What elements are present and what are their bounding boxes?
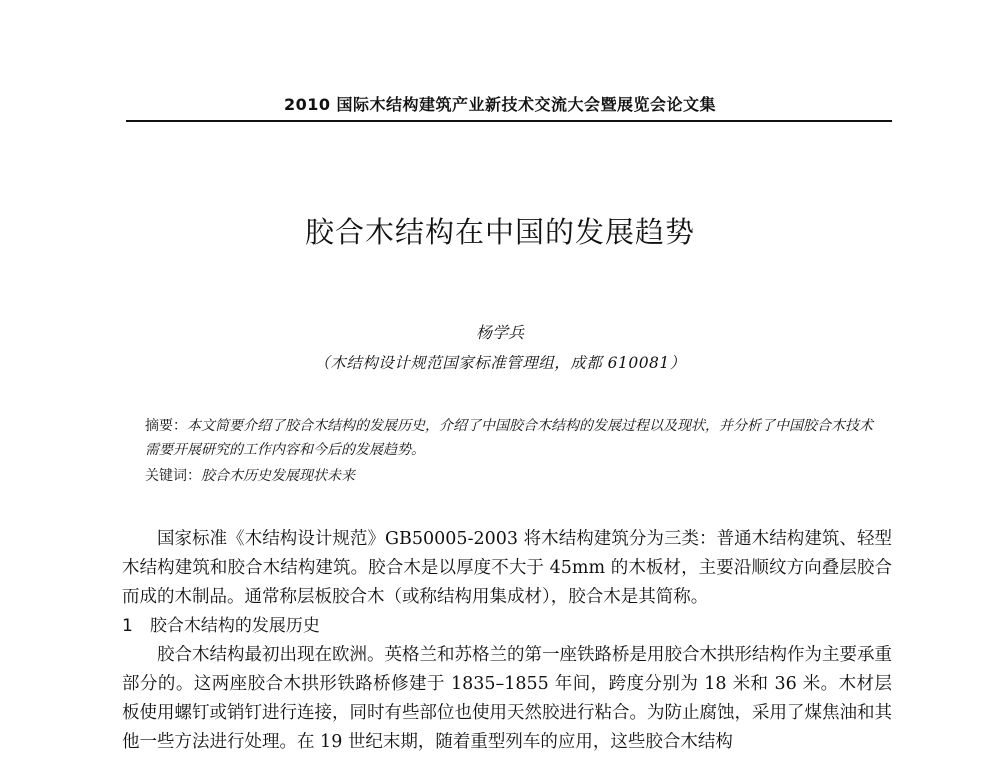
author-affiliation: （木结构设计规范国家标准管理组，成都 610081） (314, 354, 686, 372)
abstract-text: 本文简要介绍了胶合木结构的发展历史，介绍了中国胶合木结构的发展过程以及现状，并分析了中国胶合木技术需要开展研究的工作内容和今后的发展趋势。 (145, 418, 873, 458)
author-name: 杨学兵 (475, 323, 524, 342)
running-header: 2010 国际木结构建筑产业新技术交流大会暨展览会论文集 (283, 95, 717, 114)
abstract (145, 414, 875, 462)
keywords (145, 464, 875, 488)
body-text (122, 525, 892, 757)
paper-title: 胶合木结构在中国的发展趋势 (304, 215, 695, 249)
keywords-text: 胶合木历史发展现状未来 (201, 468, 355, 484)
header-rule (126, 120, 892, 122)
intro-paragraph: 国家标准《木结构设计规范》GB50005-2003 将木结构建筑分为三类：普通木结构建筑、轻型木结构建筑和胶合木结构建筑。胶合木是以厚度不大于 45mm 的木板材，主要沿顺纹方向叠层胶合而成的木制品。通常称层板胶合木（或称结构用集成材），胶合木是其简称。 (122, 529, 892, 607)
section-heading-1: 1 胶合木结构的发展历史 (122, 616, 320, 636)
keywords-label: 关键词： (145, 468, 201, 484)
abstract-label: 摘要： (145, 418, 187, 434)
section-1-paragraph: 胶合木结构最初出现在欧洲。英格兰和苏格兰的第一座铁路桥是用胶合木拱形结构作为主要承重部分的。这两座胶合木拱形铁路桥修建于 1835–1855 年间，跨度分别为 18 米和 36 米。木材层板使用螺钉或销钉进行连接，同时有些部位也使用天然胶进行粘合。为防止腐蚀，采用了煤焦油和其他一些方法进行处理。在 19 世纪末期，随着重型列车的应用，这些胶合木结构 (122, 645, 892, 752)
